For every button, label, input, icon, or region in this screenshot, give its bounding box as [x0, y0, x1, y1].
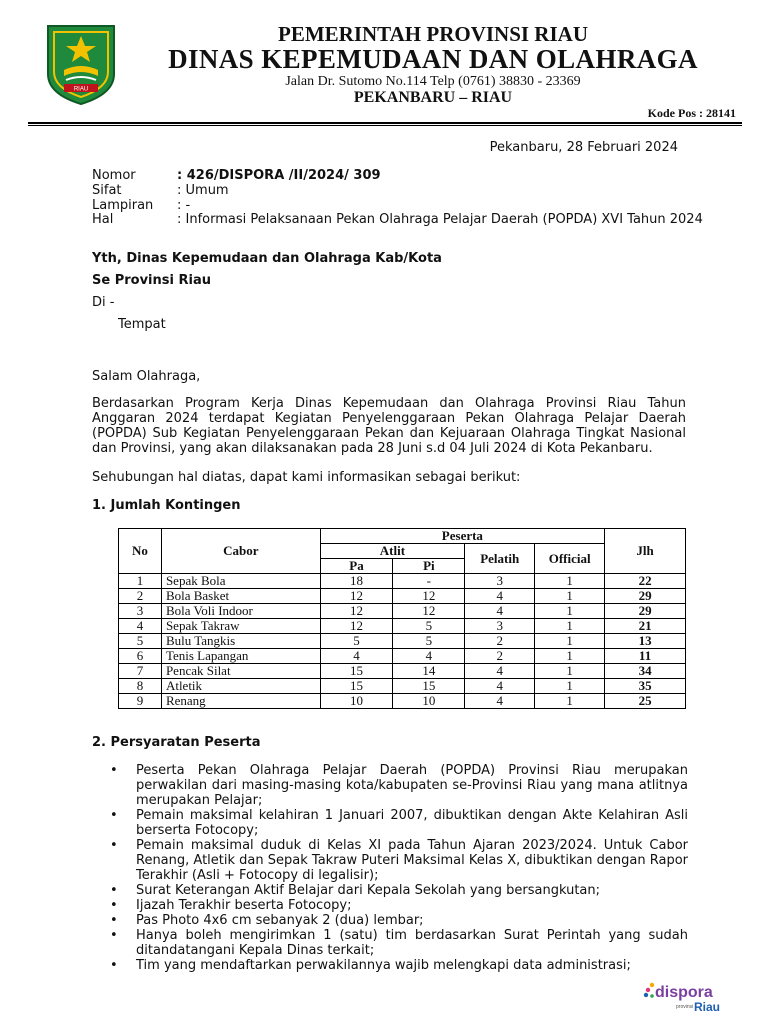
requirements-list [110, 763, 688, 973]
cell-jlh: 29 [605, 589, 686, 604]
cell-pi: 14 [393, 664, 465, 679]
cell-official: 1 [535, 649, 605, 664]
cell-no: 5 [119, 634, 162, 649]
cell-jlh: 25 [605, 694, 686, 709]
table-row [119, 694, 686, 709]
cell-pa: 4 [320, 649, 393, 664]
place-date: Pekanbaru, 28 Februari 2024 [489, 140, 678, 155]
cell-jlh: 22 [605, 574, 686, 589]
col-header-pi: Pi [393, 559, 465, 574]
col-header-peserta: Peserta [320, 529, 605, 544]
cell-pi: 12 [393, 604, 465, 619]
recipient-tempat: Tempat [118, 317, 166, 332]
cell-pi: 10 [393, 694, 465, 709]
cell-pi: 5 [393, 634, 465, 649]
letterhead-title: DINAS KEPEMUDAAN DAN OLAHRAGA [168, 44, 698, 74]
cell-no: 9 [119, 694, 162, 709]
meta-label-nomor: Nomor [92, 168, 136, 183]
section-1-title: 1. Jumlah Kontingen [92, 498, 241, 513]
meta-label-hal: Hal [92, 212, 114, 227]
list-item-text: Pas Photo 4x6 cm sebanyak 2 (dua) lembar; [136, 913, 424, 928]
list-item [110, 838, 688, 883]
cell-pa: 10 [320, 694, 393, 709]
cell-jlh: 11 [605, 649, 686, 664]
cell-pelatih: 2 [465, 634, 535, 649]
cell-no: 8 [119, 679, 162, 694]
list-item [110, 883, 688, 898]
col-header-pa: Pa [320, 559, 393, 574]
cell-no: 7 [119, 664, 162, 679]
table-row [119, 574, 686, 589]
bullet-icon: • [110, 958, 118, 973]
list-item-text: Peserta Pekan Olahraga Pelajar Daerah (POPDA) Provinsi Riau merupakan perwakilan dari masing-masing kota/kabupaten se-Provinsi Riau yang mana atlitnya merupakan Pelajar; [136, 763, 688, 808]
cell-pi: 15 [393, 679, 465, 694]
greeting: Salam Olahraga, [92, 369, 201, 384]
cell-cabor: Renang [161, 694, 320, 709]
letterhead-rule-thick [28, 122, 742, 124]
cell-pa: 5 [320, 634, 393, 649]
recipient-di: Di - [92, 295, 115, 310]
list-item [110, 808, 688, 838]
bullet-icon: • [110, 928, 118, 943]
table-row [119, 619, 686, 634]
col-header-cabor: Cabor [161, 529, 320, 574]
cell-official: 1 [535, 634, 605, 649]
recipient-line-1: Yth, Dinas Kepemudaan dan Olahraga Kab/Kota [92, 251, 442, 266]
cell-pelatih: 4 [465, 589, 535, 604]
recipient-line-2: Se Provinsi Riau [92, 273, 211, 288]
table-row [119, 604, 686, 619]
list-item-text: Ijazah Terakhir beserta Fotocopy; [136, 898, 352, 913]
bullet-icon: • [110, 763, 118, 778]
meta-value-nomor: : 426/DISPORA /II/2024/ 309 [177, 168, 381, 183]
cell-cabor: Bulu Tangkis [161, 634, 320, 649]
col-header-jlh: Jlh [605, 529, 686, 574]
cell-official: 1 [535, 574, 605, 589]
cell-no: 3 [119, 604, 162, 619]
cell-pa: 12 [320, 619, 393, 634]
cell-no: 4 [119, 619, 162, 634]
cell-pa: 18 [320, 574, 393, 589]
bullet-icon: • [110, 808, 118, 823]
paragraph-intro: Berdasarkan Program Kerja Dinas Kepemudaan dan Olahraga Provinsi Riau Tahun Anggaran 2024 terdapat Kegiatan Penyelenggaraan Pekan Olahraga Pelajar Daerah (POPDA) Sub Kegiatan Penyelenggaraan Pekan dan Kejuaraan Olahraga Tingkat Nasional dan Provinsi, yang akan dilaksanakan pada 28 Juni s.d 04 Juli 2024 di Kota Pekanbaru. [92, 396, 686, 456]
dispora-sub-provinsi: provinsi [676, 1004, 694, 1010]
cell-no: 6 [119, 649, 162, 664]
col-header-atlit: Atlit [320, 544, 465, 559]
cell-official: 1 [535, 664, 605, 679]
letterhead-city: PEKANBARU – RIAU [353, 89, 513, 106]
list-item-text: Surat Keterangan Aktif Belajar dari Kepala Sekolah yang bersangkutan; [136, 883, 601, 898]
meta-value-hal: : Informasi Pelaksanaan Pekan Olahraga Pelajar Daerah (POPDA) XVI Tahun 2024 [177, 212, 703, 227]
cell-pa: 15 [320, 679, 393, 694]
cell-pelatih: 4 [465, 694, 535, 709]
cell-cabor: Pencak Silat [161, 664, 320, 679]
table-row [119, 679, 686, 694]
cell-jlh: 21 [605, 619, 686, 634]
postal-code: Kode Pos : 28141 [647, 106, 736, 120]
cell-pa: 12 [320, 589, 393, 604]
cell-pelatih: 2 [465, 649, 535, 664]
list-item [110, 763, 688, 808]
cell-pi: 5 [393, 619, 465, 634]
cell-pelatih: 4 [465, 664, 535, 679]
paragraph-transition: Sehubungan hal diatas, dapat kami informasikan sebagai berikut: [92, 470, 521, 485]
cell-cabor: Bola Basket [161, 589, 320, 604]
cell-pi: 12 [393, 589, 465, 604]
cell-jlh: 34 [605, 664, 686, 679]
cell-cabor: Atletik [161, 679, 320, 694]
list-item-text: Pemain maksimal duduk di Kelas XI pada Tahun Ajaran 2023/2024. Untuk Cabor Renang, Atletik dan Sepak Takraw Puteri Maksimal Kelas X, dibuktikan dengan Rapor Terakhir (Asli + Fotocopy di legalisir); [136, 838, 688, 883]
logo-text: RIAU [73, 86, 89, 93]
list-item [110, 928, 688, 958]
cell-pi: 4 [393, 649, 465, 664]
meta-value-lampiran: : - [177, 198, 191, 213]
cell-official: 1 [535, 694, 605, 709]
table-row [119, 589, 686, 604]
dispora-logo-icon [642, 980, 726, 1014]
cell-pelatih: 3 [465, 574, 535, 589]
meta-value-sifat: : Umum [177, 183, 229, 198]
list-item [110, 898, 688, 913]
kontingen-table [118, 528, 686, 709]
cell-official: 1 [535, 604, 605, 619]
table-row [119, 634, 686, 649]
col-header-pelatih: Pelatih [465, 544, 535, 574]
riau-province-emblem-icon [44, 22, 118, 106]
table-row [119, 649, 686, 664]
cell-pelatih: 4 [465, 679, 535, 694]
cell-no: 2 [119, 589, 162, 604]
list-item-text: Tim yang mendaftarkan perwakilannya wajib melengkapi data administrasi; [136, 958, 631, 973]
list-item-text: Hanya boleh mengirimkan 1 (satu) tim berdasarkan Surat Perintah yang sudah ditandatangani Kepala Dinas terkait; [136, 928, 688, 958]
cell-official: 1 [535, 619, 605, 634]
cell-cabor: Sepak Takraw [161, 619, 320, 634]
list-item [110, 913, 688, 928]
meta-label-sifat: Sifat [92, 183, 122, 198]
col-header-official: Official [535, 544, 605, 574]
dispora-word: dispora [655, 984, 713, 1001]
cell-jlh: 13 [605, 634, 686, 649]
cell-pa: 12 [320, 604, 393, 619]
bullet-icon: • [110, 898, 118, 913]
cell-pelatih: 3 [465, 619, 535, 634]
table-row [119, 664, 686, 679]
dispora-sub-riau: Riau [694, 1000, 721, 1014]
cell-jlh: 29 [605, 604, 686, 619]
bullet-icon: • [110, 913, 118, 928]
letterhead-address: Jalan Dr. Sutomo No.114 Telp (0761) 38830 - 23369 [285, 74, 581, 89]
cell-jlh: 35 [605, 679, 686, 694]
cell-no: 1 [119, 574, 162, 589]
cell-pa: 15 [320, 664, 393, 679]
letterhead-line-1: PEMERINTAH PROVINSI RIAU [278, 22, 588, 46]
cell-official: 1 [535, 589, 605, 604]
meta-label-lampiran: Lampiran [92, 198, 154, 213]
col-header-no: No [119, 529, 162, 574]
bullet-icon: • [110, 838, 118, 853]
cell-pi: - [393, 574, 465, 589]
cell-cabor: Bola Voli Indoor [161, 604, 320, 619]
cell-official: 1 [535, 679, 605, 694]
list-item-text: Pemain maksimal kelahiran 1 Januari 2007, dibuktikan dengan Akte Kelahiran Asli berserta Fotocopy; [136, 808, 688, 838]
bullet-icon: • [110, 883, 118, 898]
letterhead-rule-thin [28, 125, 742, 126]
section-2-title: 2. Persyaratan Peserta [92, 735, 261, 750]
cell-cabor: Sepak Bola [161, 574, 320, 589]
cell-pelatih: 4 [465, 604, 535, 619]
cell-cabor: Tenis Lapangan [161, 649, 320, 664]
list-item [110, 958, 688, 973]
